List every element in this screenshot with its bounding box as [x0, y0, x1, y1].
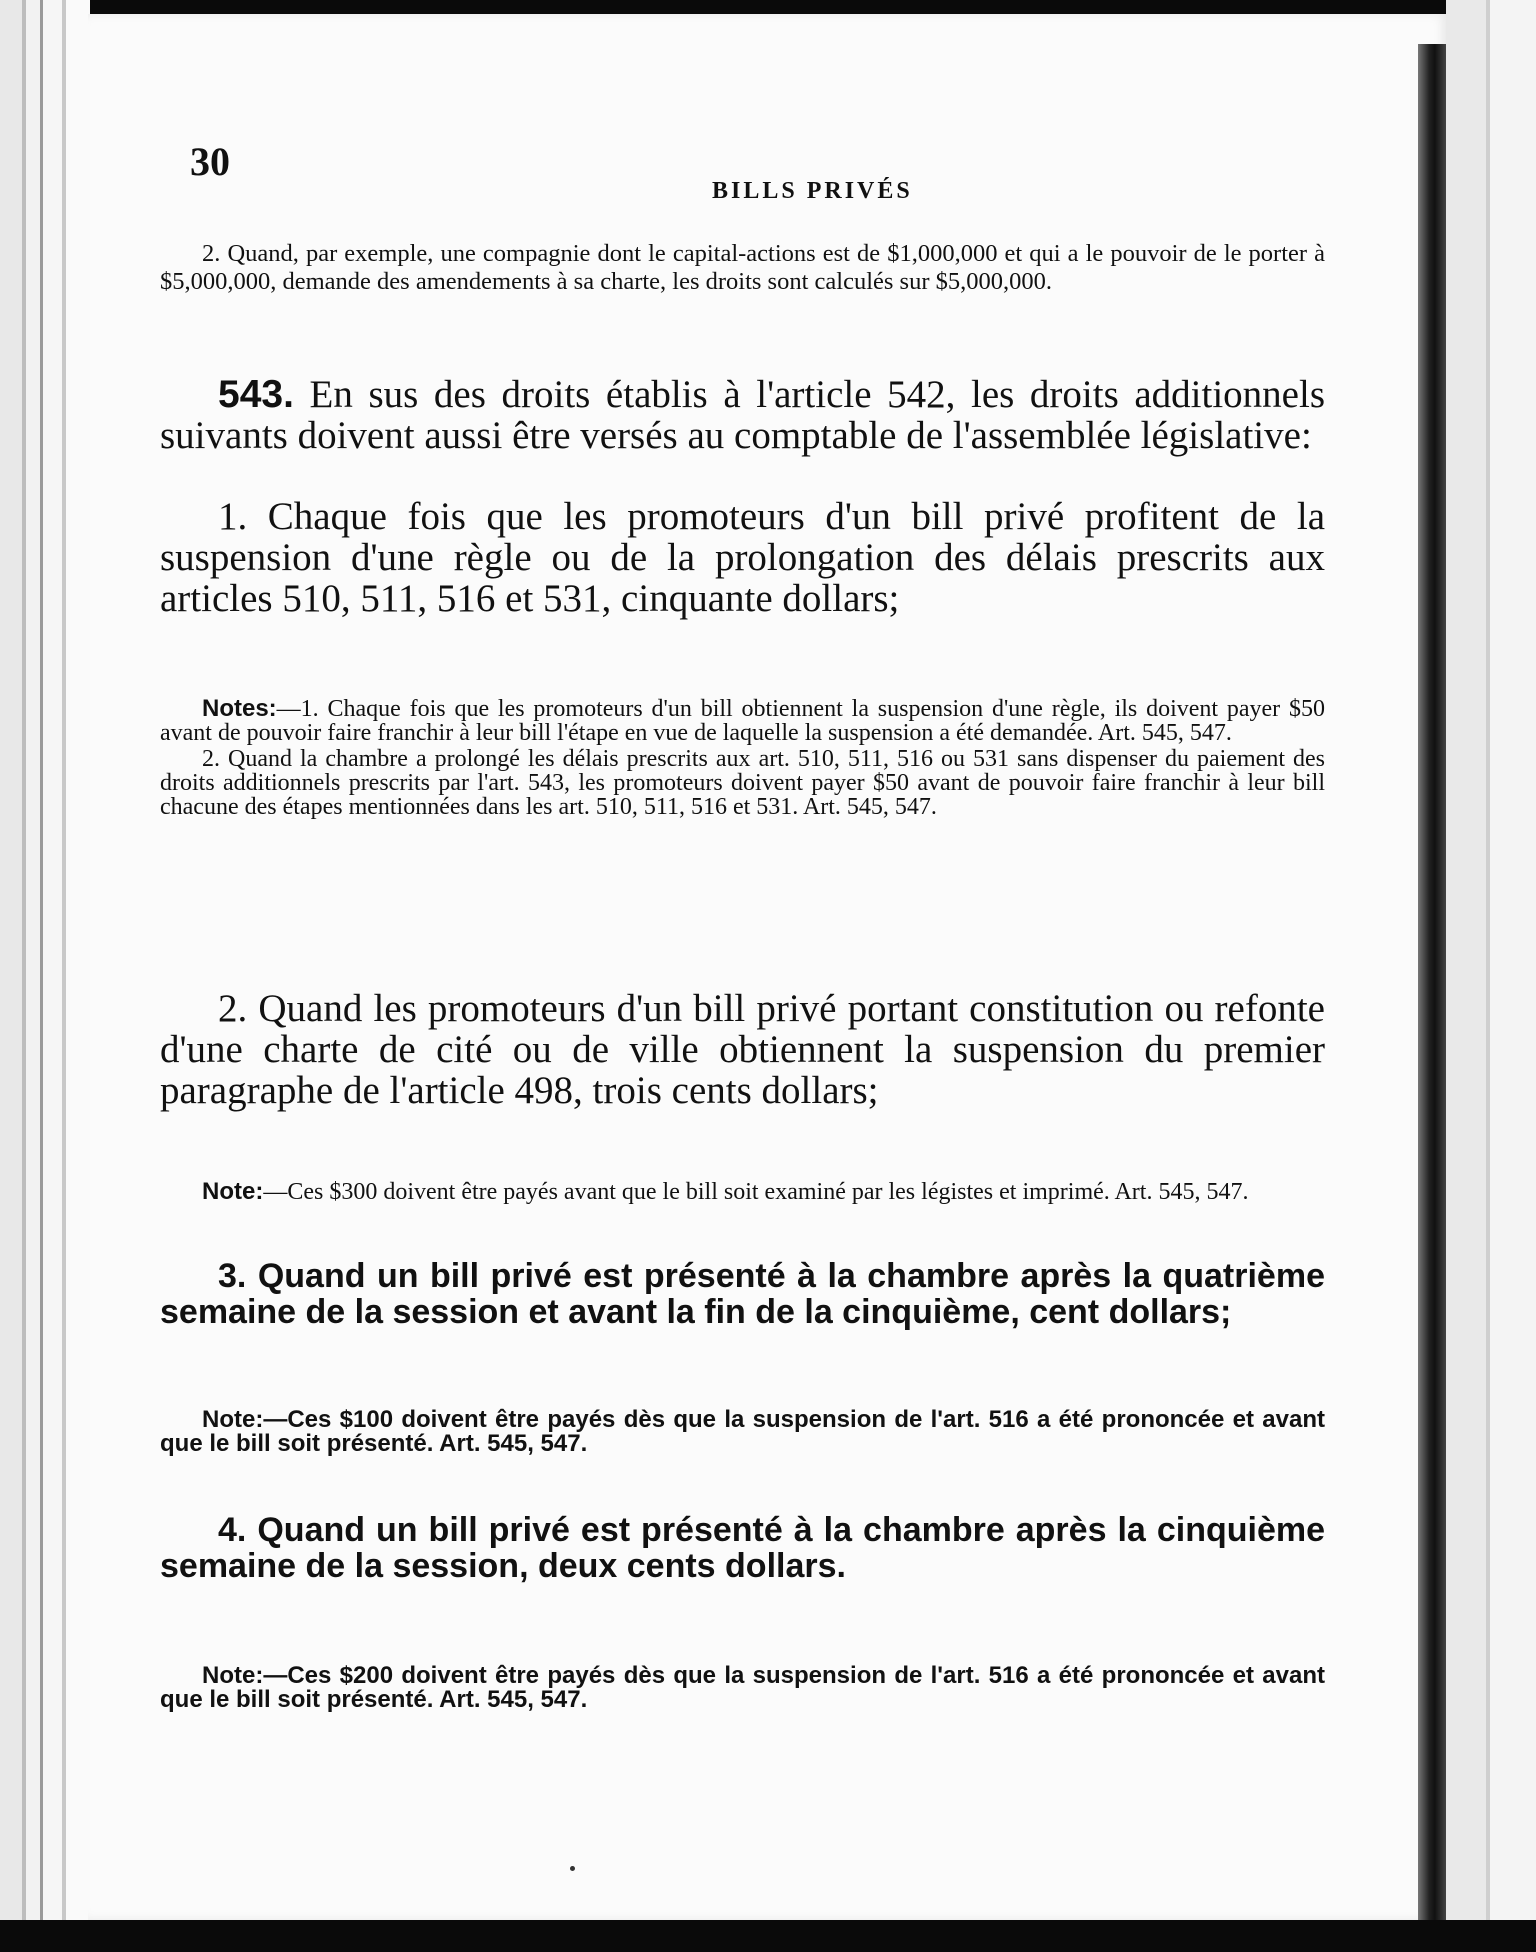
article-text: En sus des droits établis à l'article 542, les droits additionnels suivants doivent aussi être versés au comptable de l'assemblée législative: [160, 373, 1325, 457]
note-label: Note: [202, 1406, 264, 1433]
item-3-block [160, 1258, 1325, 1330]
item-text: 2. Quand les promoteurs d'un bill privé portant constitution ou refonte d'une charte de cité ou de ville obtiennent la suspension du premier paragraphe de l'article 498, trois cents dollars; [160, 987, 1325, 1112]
item-2-block [160, 988, 1325, 1111]
speck-mark [570, 1866, 575, 1871]
page-number: 30 [190, 139, 230, 184]
article-number: 543. [218, 373, 294, 416]
note-text: —Ces $300 doivent être payés avant que le bill soit examiné par les légistes et imprimé. Art. 545, 547. [263, 1179, 1249, 1205]
item-1-block [160, 496, 1325, 619]
article-paragraph [160, 374, 1325, 456]
note-paragraph [160, 1180, 1325, 1204]
note-text: —Ces $200 doivent être payés dès que la suspension de l'art. 516 a été prononcée et avant que le bill soit présenté. Art. 545, 547. [160, 1662, 1325, 1713]
note-label: Note: [202, 1662, 264, 1689]
note-text: —Ces $100 doivent être payés dès que la suspension de l'art. 516 a été prononcée et avant que le bill soit présenté. Art. 545, 547. [160, 1406, 1325, 1457]
item-text: 3. Quand un bill privé est présenté à la chambre après la quatrième semaine de la session et avant la fin de la cinquième, cent dollars; [160, 1257, 1325, 1331]
note-paragraph: 2. Quand la chambre a prolongé les délais prescrits aux art. 510, 511, 516 ou 531 sans dispenser du paiement des droits additionnels prescrits par l'art. 543, les promoteurs doivent payer $50 avant de pouvoir faire franchir à leur bill chacune des étapes mentionnées dans les art. 510, 511, 516 et 531. Art. 545, 547. [160, 746, 1325, 820]
item-3-note [160, 1408, 1325, 1456]
intro-note: 2. Quand, par exemple, une compagnie dont le capital-actions est de $1,000,000 et qui a le pouvoir de le porter à $5,000,000, demande des amendements à sa charte, les droits sont calculés sur $5,000,000. [160, 240, 1325, 295]
note-label: Note: [202, 1178, 264, 1205]
intro-note-block [160, 240, 1325, 296]
item-4-block [160, 1512, 1325, 1584]
note-label: Notes: [202, 695, 277, 722]
scan-border-bottom [0, 1920, 1536, 1952]
facing-page-edge [1446, 0, 1536, 1952]
binding-shadow [1418, 44, 1446, 1924]
note-paragraph [160, 1408, 1325, 1456]
note-paragraph [160, 1664, 1325, 1712]
book-page [88, 14, 1448, 1920]
article-543-block [160, 374, 1325, 456]
running-head: BILLS PRIVÉS [712, 178, 913, 204]
item-text: 1. Chaque fois que les promoteurs d'un bill privé profitent de la suspension d'une règle ou de la prolongation des délais prescrits aux articles 510, 511, 516 et 531, cinquante dollars; [160, 495, 1325, 620]
note-text: —1. Chaque fois que les promoteurs d'un bill obtiennent la suspension d'une règle, ils doivent payer $50 avant de pouvoir faire franchir à leur bill l'étape en vue de laquelle la suspension a été demandée. Art. 545, 547. [160, 696, 1325, 746]
item-4-note [160, 1664, 1325, 1712]
item-text: 4. Quand un bill privé est présenté à la chambre après la cinquième semaine de la session, deux cents dollars. [160, 1511, 1325, 1585]
item-2-note [160, 1180, 1325, 1204]
item-1-notes [160, 697, 1325, 819]
note-paragraph [160, 697, 1325, 745]
page-stack-edge-left [0, 0, 90, 1952]
